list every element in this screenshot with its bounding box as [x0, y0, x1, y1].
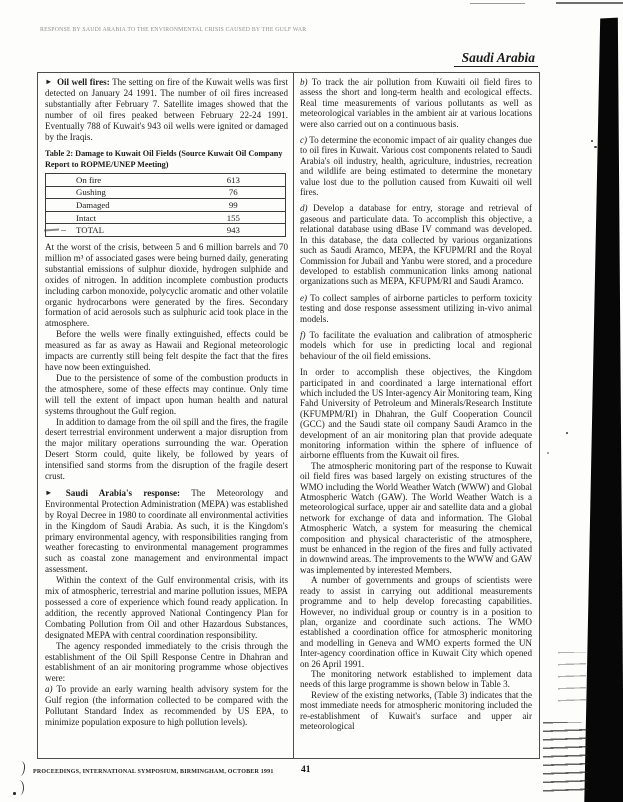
- item-label: d): [300, 203, 308, 214]
- table-row: [46, 199, 286, 212]
- table-row: [46, 174, 286, 187]
- objective-item-c: [300, 135, 532, 197]
- damage-count: 99: [182, 199, 285, 212]
- footer-proceedings: PROCEEDINGS, INTERNATIONAL SYMPOSIUM, BIRMINGHAM, OCTOBER 1991: [33, 769, 274, 775]
- pen-dot-mark: [13, 792, 16, 795]
- paragraph-text: The Meteorology and Environmental Protection Administration (MEPA) was established by Royal Decree in 1980 to coordinate all environmental activities in the Kingdom of Saudi Arabia. As such, it is the Kingdom's primary environmental agency, with responsibilities ranging from weather forecasting to environmental management programmes such as coastal zone management and environmental impact assessment.: [45, 487, 288, 575]
- table-row: [46, 211, 286, 224]
- scan-speck: [547, 452, 549, 454]
- paragraph: The atmospheric monitoring part of the response to Kuwait oil field fires was based largely on existing structures of the WMO including the World Weather Watch (WWW) and Global Atmospheric Watch (GAW). The World Weather Watch is a meteorological surface, upper air and satellite data and a global network for exchange of data and information. The Global Atmospheric Watch, a system for measuring the chemical composition and physical characteristic of the atmosphere, must be enhanced in the region of the fires and fully activated in downwind areas. The improvements to the WWW and GAW was implemented by interested Members.: [300, 460, 532, 575]
- paragraph-lead: Saudi Arabia's response:: [65, 487, 181, 498]
- damage-count: 613: [226, 174, 240, 185]
- scan-edge-shadow-bar: [580, 0, 623, 802]
- scan-speck: [591, 140, 593, 142]
- damage-category: Gushing: [46, 186, 183, 199]
- damage-count: 943: [182, 224, 285, 237]
- table-row-total: [46, 224, 286, 237]
- paragraph: A number of governments and groups of scientists were ready to assist in carrying out additional measurements programme and to help develop forecasting capabilities. However, no individual group or country is in a position to plan, organize and coordinate such actions. The WMO established a coordination office for atmospheric monitoring and modelling in Geneva and WMO experts formed the UN Inter-agency coordination office in Kuwait City which opened on 26 April 1991.: [300, 575, 532, 669]
- paragraph: Due to the persistence of some of the combustion products in the atmosphere, some of these effects may continue. Only time will tell the extent of impact upon human health and natural systems throughout the Gulf region.: [45, 372, 288, 416]
- paragraph: Review of the existing networks, (Table 3) indicates that the most immediate needs for atmospheric monitoring included the re-establishment of Kuwait's surface and upper air meteorological: [300, 689, 532, 731]
- footer-page-number: 41: [301, 765, 311, 775]
- paragraph: The monitoring network established to implement data needs of this large programme is shown below in Table 3.: [300, 668, 532, 690]
- item-label: b): [300, 77, 308, 87]
- scan-speck: [566, 432, 568, 434]
- pen-squiggle-mark: [17, 780, 25, 795]
- item-label: c): [300, 135, 308, 146]
- scan-artifact-line: [470, 3, 525, 4]
- objective-item-b: [300, 77, 532, 129]
- damage-category: Damaged: [46, 199, 183, 212]
- paragraph: In order to accomplish these objectives, the Kingdom participated in and coordinated a large international effort which included the US Inter-agency Air Monitoring team, King Fahd University of Petroleum and Minerals/Research Institute (KFUMPM/RI) in Dhahran, the Gulf Cooperation Council (GCC) and the Saudi state oil company Saudi Aramco in the development of an air monitoring plan that provide adequate monitoring information within the sphere of influence of airborne effluents from the Kuwait oil fires.: [300, 367, 532, 461]
- damage-category: On fire: [76, 174, 102, 185]
- paragraph: The agency responded immediately to the crisis through the establishment of the Oil Spill Response Centre in Dhahran and establishment of an air monitoring programme whose objectives were:: [45, 640, 288, 684]
- item-text: To determine the economic impact of air quality changes due to oil fires in Kuwait. Various cost components related to Saudi Arabia's oil industry, health, agriculture, industries, recreation and wildlife are being estimated to determine the monetary value lost due to the pollution caused from Kuwaiti oil well fires.: [300, 135, 532, 198]
- item-text: To provide an early warning health advisory system for the Gulf region (the information collected to be compared with the Pollutant Standard Index as recommended by US EPA, to minimize population exposure to high pollution levels).: [45, 684, 288, 727]
- item-label: e): [300, 292, 308, 303]
- pen-squiggle-mark: [17, 761, 25, 777]
- item-text: To collect samples of airborne particles to perform toxicity testing and dose response assessment utilizing in-vivo animal models.: [300, 292, 532, 324]
- paragraph-oil-well-fires: [45, 77, 288, 142]
- item-label: a): [45, 684, 53, 695]
- paragraph-lead: Oil well fires:: [56, 77, 110, 87]
- paragraph-saudi-response: [45, 488, 288, 575]
- right-column: [294, 73, 537, 758]
- page-section-heading-text: Saudi Arabia: [454, 50, 538, 67]
- paragraph-text: The setting on fire of the Kuwait wells was first detected on January 24 1991. The number of oil fires increased substantially after February 7. Satellite images showed that the number of oil fires peaked between February 22-24 1991. Eventually 788 of Kuwait's 943 oil wells were ignited or damaged by the Iraqis.: [45, 77, 288, 142]
- paragraph: Before the wells were finally extinguished, effects could be measured as far as away as Hawaii and Regional meteorologic impacts are currently still being felt despite the fact that the fires have now been extinguished.: [45, 329, 288, 372]
- table-row: [46, 186, 286, 199]
- objective-item-a: [45, 684, 288, 728]
- damage-count: 76: [182, 186, 285, 199]
- damage-count: 155: [182, 211, 285, 224]
- paragraph: At the worst of the crisis, between 5 and 6 million barrels and 70 million m³ of associated gases were being burned daily, generating substantial emissions of sulphur dioxide, hydrogen sulphide and oxides of nitrogen. In addition incomplete combustion products including carbon monoxide, polycyclic aromatic and other volatile organic hydrocarbons were generated by the fires. Secondary formation of acid aerosols such as sulphuric acid took place in the atmosphere.: [45, 242, 288, 329]
- paragraph: In addition to damage from the oil spill and the fires, the fragile desert terrestrial environment underwent a major disruption from the major military operations surrounding the war. Operation Desert Storm could, quite likely, be followed by years of intensified sand storms from the disruption of the fragile desert crust.: [45, 416, 288, 482]
- objective-item-e: [300, 293, 532, 324]
- item-text: To track the air pollution from Kuwaiti oil field fires to assess the short and long-term health and ecological effects. Real time measurements of various pollutants as well as meteorological variables in the ambient air at various locations were also carried out on a continuous basis.: [300, 77, 533, 129]
- text-frame: [37, 72, 540, 759]
- item-text: To facilitate the evaluation and calibration of atmospheric models which for use in predicting local and regional behaviour of the oil field emissions.: [300, 329, 532, 361]
- objective-item-d: [300, 203, 532, 286]
- scan-bleedthrough-text: [543, 722, 588, 792]
- scan-artifact-line: [556, 2, 623, 4]
- scan-speck: [594, 146, 597, 148]
- scan-bleedthrough-text: [558, 652, 586, 708]
- damage-category: TOTAL: [46, 224, 183, 237]
- arrow-bullet-icon: ►: [45, 487, 55, 497]
- item-label: f): [300, 329, 306, 340]
- item-text: Develop a database for entry, storage and retrieval of gaseous and particulate data. To accomplish this objective, a relational database using dBase IV command was developed. In this database, the data collected by various organizations such as Saudi Aramco, MEPA, the KFUPM/RI and the Royal Commission for Jubail and Yanbu were stored, and a procedure developed to establish communication links among national organizations such as MEPA, KFUPM/RI and Saudi Aramco.: [300, 203, 532, 287]
- arrow-bullet-icon: ►: [45, 77, 55, 86]
- running-header: RESPONSE BY SAUDI ARABIA TO THE ENVIRONMENTAL CRISIS CAUSED BY THE GULF WAR: [40, 27, 307, 33]
- page-section-heading: [37, 49, 538, 67]
- damage-category: Intact: [46, 211, 183, 224]
- objective-item-f: [300, 330, 532, 361]
- damage-table: [45, 173, 286, 237]
- paragraph: Within the context of the Gulf environmental crisis, with its mix of atmospheric, terrestrial and marine pollution issues, MEPA possessed a core of experience which found ready application. In addition, the recently approved National Contingency Plan for Combating Pollution from Oil and other Hazardous Substances, designated MEPA with central coordination responsibility.: [45, 575, 288, 640]
- left-column: [38, 73, 293, 758]
- table-caption: Table 2: Damage to Kuwait Oil Fields (Source Kuwait Oil Company Report to ROPME/UNEP Meeting): [45, 149, 283, 169]
